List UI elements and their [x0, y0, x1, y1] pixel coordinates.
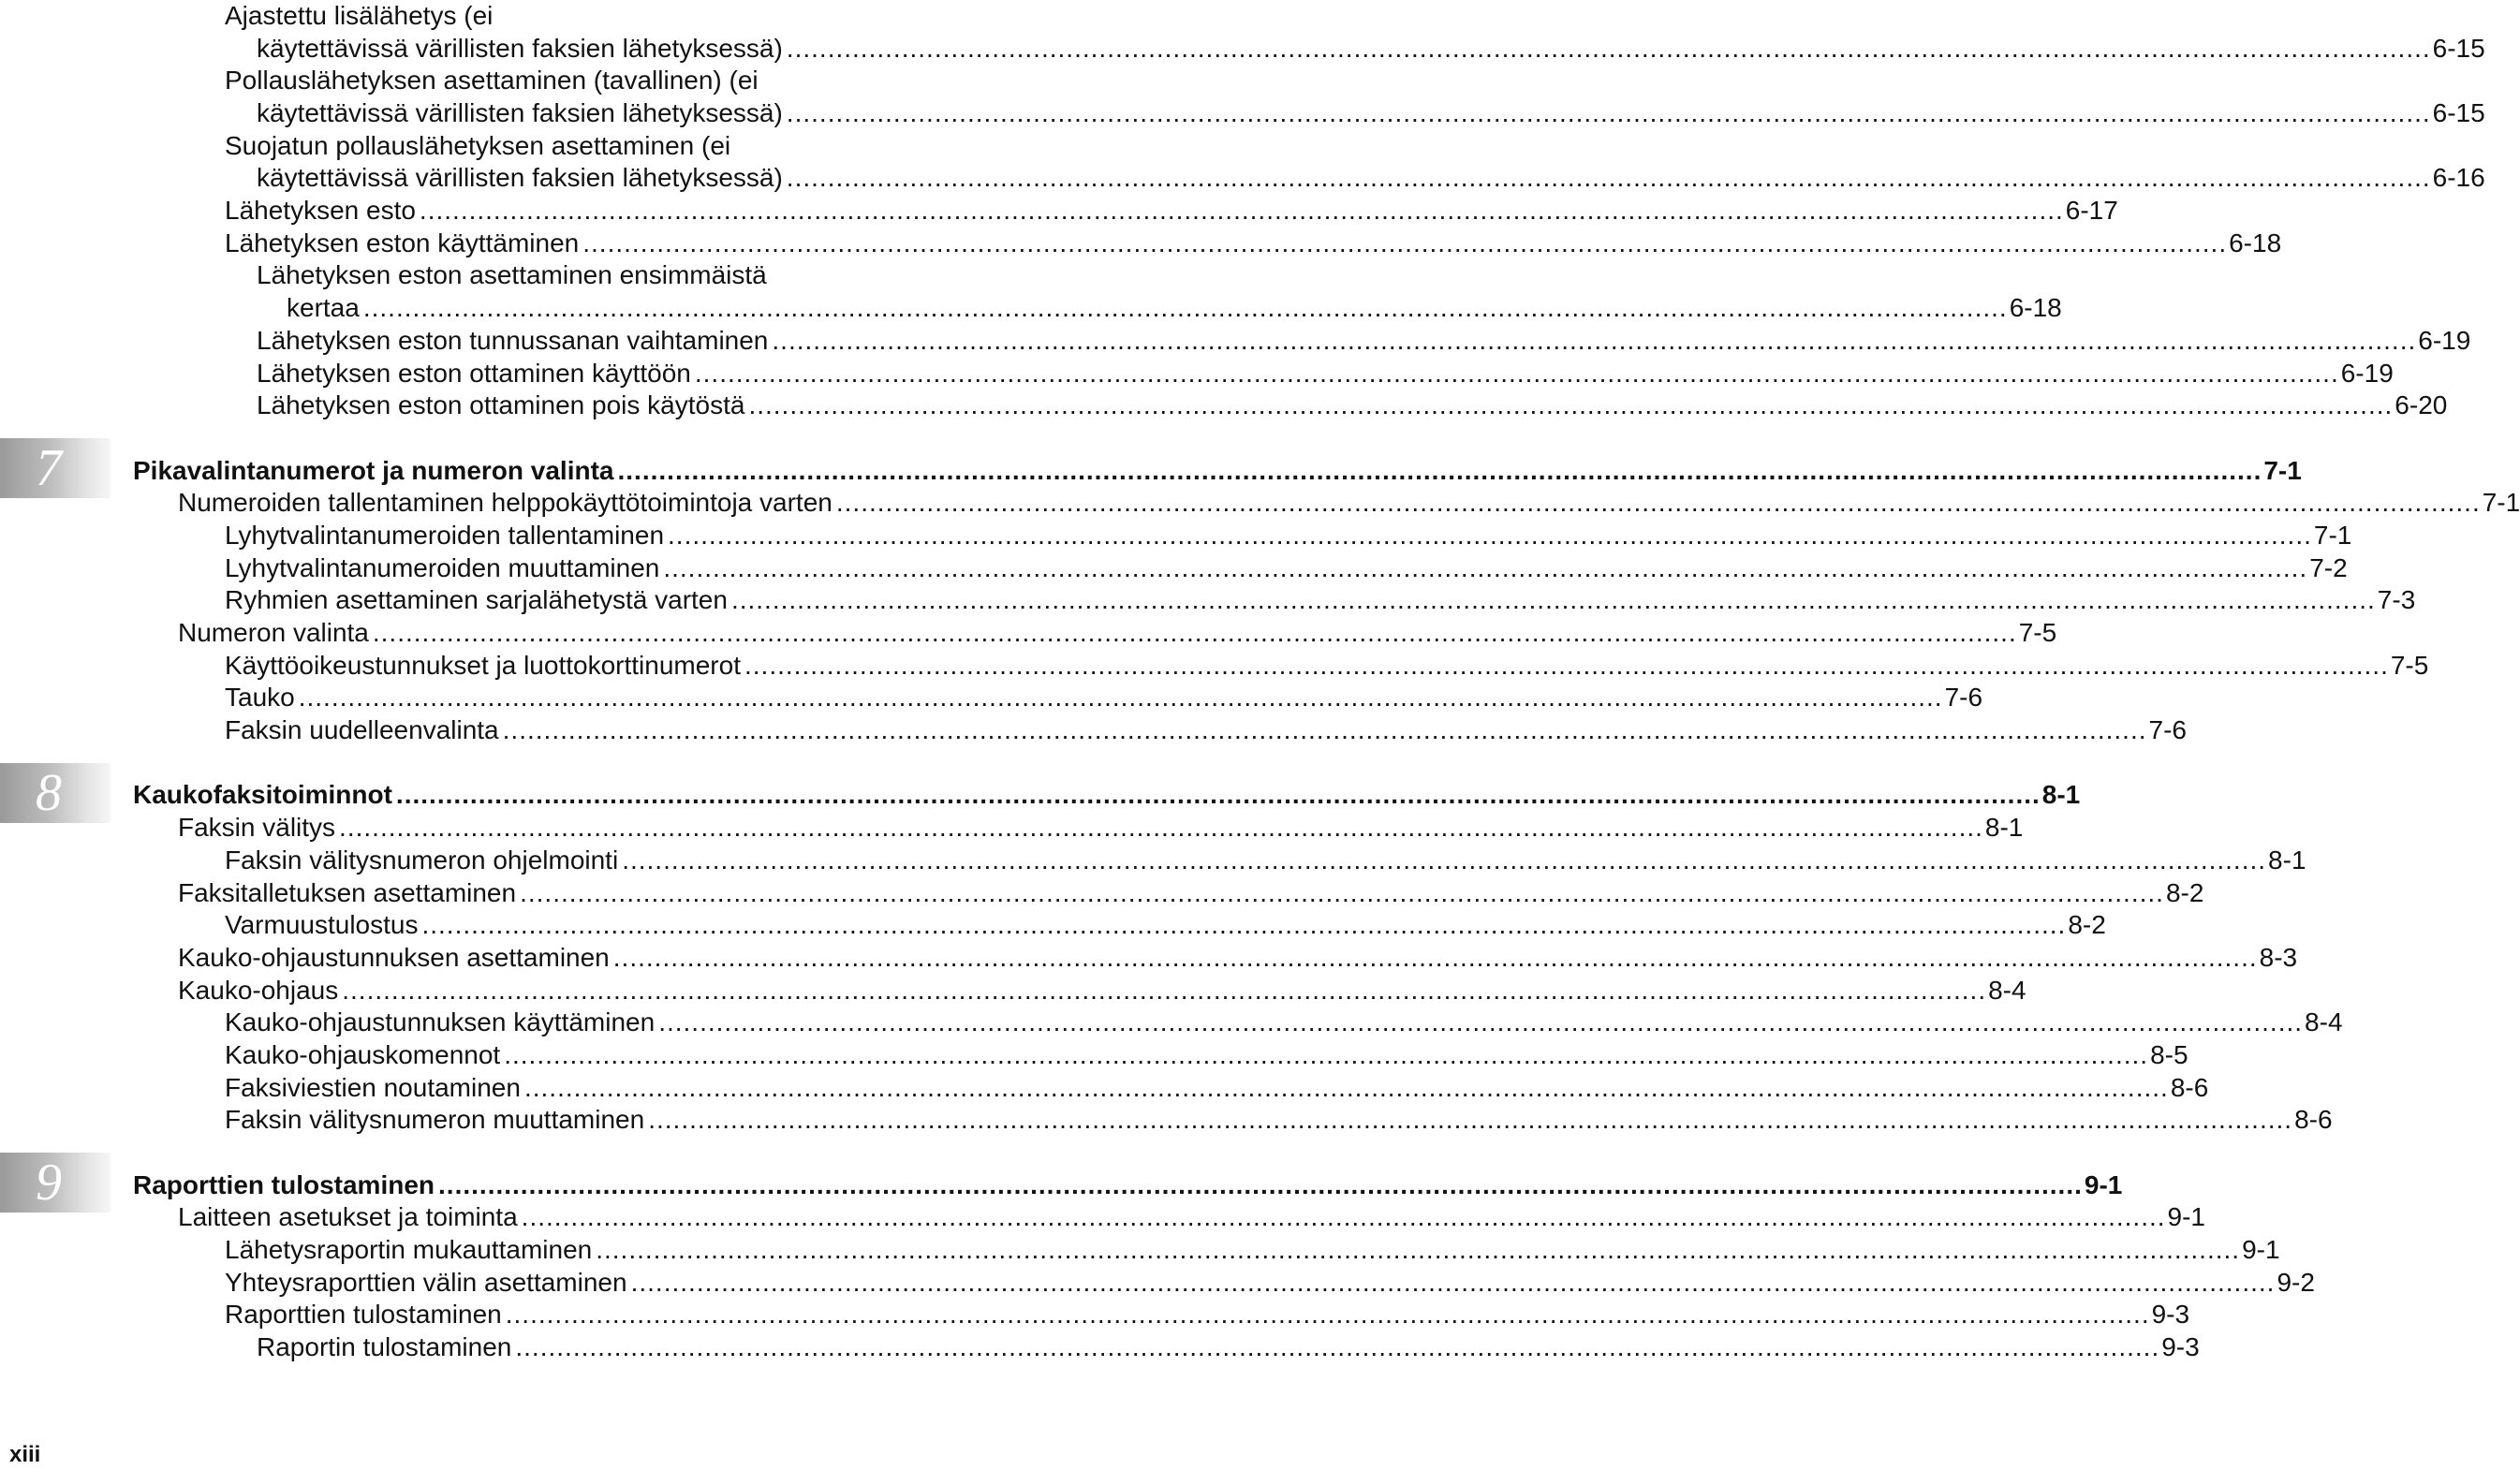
toc-page-ref: 6-19 — [2340, 358, 2394, 388]
dot-leader: ........................................................................................................................................................................................................ — [582, 228, 2228, 257]
dot-leader: ........................................................................................................................................................................................................ — [744, 650, 2389, 680]
toc-line — [0, 325, 2471, 358]
toc-entry — [0, 845, 2306, 877]
toc-entry-title: kertaa — [287, 293, 360, 323]
toc-entry-title: Lyhytvalintanumeroiden muuttaminen — [225, 552, 660, 582]
toc-entry-title: Lähetyksen eston käyttäminen — [225, 228, 580, 257]
dot-leader: ........................................................................................................................................................................................................ — [786, 98, 2431, 128]
toc-entry-title: Lyhytvalintanumeroiden tallentaminen — [225, 520, 665, 550]
toc-entry — [0, 1267, 2315, 1300]
dot-leader: ........................................................................................................................................................................................................ — [505, 1300, 2150, 1330]
toc-line — [0, 845, 2306, 877]
toc-line — [0, 714, 2187, 747]
dot-leader: ........................................................................................................................................................................................................ — [523, 1072, 2169, 1102]
toc-entry — [0, 552, 2348, 585]
toc-entry-title: Kauko-ohjaustunnuksen käyttäminen — [225, 1007, 656, 1037]
toc-entry-title: Numeron valinta — [178, 618, 369, 648]
toc-entry — [0, 0, 2485, 65]
toc-line — [0, 195, 2118, 228]
toc-entry — [0, 909, 2106, 942]
toc-line — [0, 1104, 2333, 1137]
toc-entry-title: Käyttöoikeustunnukset ja luottokorttinumerot — [225, 650, 741, 680]
dot-leader: ........................................................................................................................................................................................................ — [648, 1105, 2293, 1135]
toc-line — [0, 552, 2348, 585]
toc-entry-title: Pollauslähetyksen asettaminen (tavallinen) (ei — [225, 66, 759, 96]
toc-entry-title: Pikavalintanumerot ja numeron valinta — [133, 455, 614, 485]
toc-entry — [0, 195, 2118, 228]
toc-page-ref: 8-1 — [1984, 813, 2024, 843]
toc-entry — [0, 325, 2471, 358]
toc-page-ref: 9-3 — [2151, 1300, 2190, 1330]
toc-entry — [0, 260, 2062, 325]
toc-entry-title: Yhteysraporttien välin asettaminen — [225, 1267, 627, 1297]
dot-leader: ........................................................................................................................................................................................................ — [339, 813, 1983, 843]
toc-entry-title: Varmuustulostus — [225, 910, 419, 940]
toc-page-ref: 8-1 — [2268, 845, 2306, 875]
dot-leader: ........................................................................................................................................................................................................ — [630, 1267, 2276, 1297]
toc-entry — [0, 584, 2416, 617]
dot-leader: ........................................................................................................................................................................................................ — [298, 683, 1943, 713]
chapter-spacer — [0, 747, 899, 780]
toc-page-ref: 7-1 — [2313, 520, 2352, 550]
toc-line — [0, 33, 2485, 66]
toc-entry — [0, 1201, 2205, 1234]
toc-line — [0, 1331, 2200, 1364]
toc-entry — [0, 1234, 2280, 1267]
toc-entry-title: Kauko-ohjaustunnuksen asettaminen — [178, 942, 610, 972]
toc-line — [0, 1267, 2315, 1300]
page-number: xiii — [9, 1442, 41, 1467]
toc-entry-title: Ajastettu lisälähetys (ei — [225, 0, 494, 30]
toc-line — [0, 1300, 2190, 1332]
dot-leader: ........................................................................................................................................................................................................ — [421, 910, 2067, 940]
toc-page-ref: 9-3 — [2161, 1332, 2200, 1362]
toc-entry-title: Raportin tulostaminen — [257, 1332, 512, 1362]
toc-page-ref: 8-3 — [2259, 942, 2298, 972]
toc-page-ref: 8-5 — [2150, 1039, 2188, 1069]
dot-leader: ........................................................................................................................................................................................................ — [596, 1235, 2241, 1265]
toc-line — [0, 260, 897, 293]
dot-leader: ........................................................................................................................................................................................................ — [617, 455, 2262, 485]
toc-page-ref: 8-6 — [2170, 1072, 2209, 1102]
dot-leader: ........................................................................................................................................................................................................ — [419, 196, 2064, 226]
toc-entry-title: Lähetyksen esto — [225, 196, 416, 226]
toc-page-ref: 7-2 — [2309, 552, 2348, 582]
dot-leader: ........................................................................................................................................................................................................ — [730, 585, 2376, 615]
toc-page-ref: 8-4 — [2305, 1007, 2343, 1037]
toc-page-ref: 7-6 — [1944, 683, 1983, 713]
toc-page-ref: 8-6 — [2294, 1105, 2333, 1135]
toc-entry — [0, 130, 2485, 195]
toc-line — [0, 358, 2394, 390]
toc-entry — [0, 1104, 2333, 1137]
toc-line — [0, 650, 2429, 683]
toc-chapter — [0, 1153, 2123, 1212]
chapter-title-line — [0, 780, 2081, 813]
toc-entry-title: Kaukofaksitoiminnot — [133, 780, 392, 810]
toc-entry-title: Faksin välitys — [178, 813, 336, 843]
dot-leader: ........................................................................................................................................................................................................ — [504, 1039, 2149, 1069]
toc-line — [0, 228, 2282, 260]
dot-leader: ........................................................................................................................................................................................................ — [502, 715, 2147, 745]
toc-entry — [0, 1331, 2200, 1364]
toc-chapter — [0, 763, 2081, 822]
toc-entry-title: Raporttien tulostaminen — [133, 1169, 435, 1199]
toc-line — [0, 617, 2057, 650]
toc-page-ref: 6-17 — [2065, 196, 2118, 226]
toc-page-ref: 7-6 — [2148, 715, 2187, 745]
chapter-number: 8 — [36, 763, 62, 822]
toc-line — [0, 97, 2485, 130]
chapter-number: 7 — [36, 438, 62, 497]
dot-leader: ........................................................................................................................................................................................................ — [622, 845, 2267, 875]
dot-leader: ........................................................................................................................................................................................................ — [835, 488, 2481, 518]
chapter-title-line — [0, 1169, 2123, 1202]
chapter-title-line — [0, 455, 2302, 488]
toc-entry — [0, 877, 2204, 910]
toc-entry — [0, 1007, 2343, 1039]
toc-entry-title: Faksin uudelleenvalinta — [225, 715, 499, 745]
dot-leader: ........................................................................................................................................................................................................ — [663, 552, 2308, 582]
dot-leader: ........................................................................................................................................................................................................ — [515, 1332, 2160, 1362]
toc-entry-title: käytettävissä värillisten faksien lähetyksessä) — [257, 33, 783, 63]
toc-entry-title: käytettävissä värillisten faksien lähetyksessä) — [257, 163, 783, 193]
toc-entry — [0, 358, 2394, 390]
toc-page-ref: 6-20 — [2395, 390, 2448, 420]
toc-page-ref: 6-16 — [2432, 163, 2485, 193]
toc-entry-title: Suojatun pollauslähetyksen asettaminen (ei — [225, 130, 731, 160]
dot-leader: ........................................................................................................................................................................................................ — [694, 358, 2339, 388]
toc-page-ref: 8-2 — [2068, 910, 2106, 940]
toc-line — [0, 1234, 2280, 1267]
toc-page-ref: 7-3 — [2377, 585, 2416, 615]
toc-entry-title: Lähetyksen eston tunnussanan vaihtaminen — [257, 325, 769, 355]
toc-entry-title: Lähetyksen eston asettaminen ensimmäistä — [257, 260, 767, 290]
toc-entry-title: Faksin välitysnumeron muuttaminen — [225, 1105, 645, 1135]
toc-page-ref: 8-4 — [1988, 975, 2026, 1005]
toc-chapter — [0, 438, 2302, 497]
toc-page-ref: 6-18 — [2229, 228, 2282, 257]
toc-page-ref: 7-5 — [2390, 650, 2429, 680]
toc-line — [0, 1039, 2188, 1072]
toc-line — [0, 975, 2026, 1007]
toc-entry-title: Lähetyksen eston ottaminen pois käytöstä — [257, 390, 745, 420]
chapter-number: 9 — [36, 1153, 62, 1212]
toc-line — [0, 0, 897, 33]
toc-page-ref: 6-15 — [2432, 98, 2485, 128]
toc-entry — [0, 65, 2485, 129]
toc-line — [0, 1072, 2209, 1105]
toc-entry — [0, 682, 1983, 714]
chapter-spacer — [0, 422, 899, 455]
toc-line — [0, 162, 2485, 195]
toc-page-ref: 6-19 — [2418, 325, 2471, 355]
toc-entry-title: Numeroiden tallentaminen helppokäyttötoimintoja varten — [178, 488, 833, 518]
toc-page-ref: 9-1 — [2084, 1169, 2123, 1199]
dot-leader: ........................................................................................................................................................................................................ — [786, 163, 2431, 193]
toc-page-ref: 9-2 — [2277, 1267, 2315, 1297]
toc-page-ref: 7-1 — [2263, 455, 2302, 485]
toc-entry — [0, 1300, 2190, 1332]
toc-line — [0, 877, 2204, 910]
toc-line — [0, 487, 2520, 520]
toc-entry — [0, 228, 2282, 260]
dot-leader: ........................................................................................................................................................................................................ — [362, 293, 2008, 323]
toc-entry-title: Faksiviestien noutaminen — [225, 1072, 521, 1102]
toc-line — [0, 909, 2106, 942]
dot-leader: ........................................................................................................................................................................................................ — [372, 618, 2017, 648]
toc-page-ref: 9-1 — [2167, 1202, 2205, 1232]
toc-entry — [0, 812, 2024, 845]
toc-entry — [0, 520, 2352, 552]
dot-leader: ........................................................................................................................................................................................................ — [342, 975, 1987, 1005]
toc-entry-title: Laitteen asetukset ja toiminta — [178, 1202, 518, 1232]
toc-entry-title: Ryhmien asettaminen sarjalähetystä varten — [225, 585, 728, 615]
toc-entry-title: käytettävissä värillisten faksien lähetyksessä) — [257, 98, 783, 128]
toc-entry-title: Kauko-ohjauskomennot — [225, 1039, 501, 1069]
toc-entry-title: Lähetyksen eston ottaminen käyttöön — [257, 358, 691, 388]
dot-leader: ........................................................................................................................................................................................................ — [786, 33, 2431, 63]
toc-line — [0, 130, 897, 163]
dot-leader: ........................................................................................................................................................................................................ — [612, 942, 2258, 972]
toc-entry — [0, 487, 2520, 520]
toc-entry — [0, 390, 2448, 422]
toc-entry-title: Raporttien tulostaminen — [225, 1300, 502, 1330]
toc-line — [0, 1007, 2343, 1039]
toc-entry-title: Faksin välitysnumeron ohjelmointi — [225, 845, 619, 875]
toc-entry — [0, 617, 2057, 650]
toc-page-ref: 6-18 — [2009, 293, 2062, 323]
toc-entry-title: Lähetysraportin mukauttaminen — [225, 1235, 593, 1265]
toc-entry-title: Kauko-ohjaus — [178, 975, 339, 1005]
toc-entry-title: Tauko — [225, 683, 295, 713]
toc-line — [0, 682, 1983, 714]
toc-entry-title: Faksitalletuksen asettaminen — [178, 877, 517, 907]
toc-page-ref: 8-2 — [2165, 877, 2204, 907]
toc-line — [0, 812, 2024, 845]
dot-leader: ........................................................................................................................................................................................................ — [521, 1202, 2166, 1232]
toc-page-ref: 7-5 — [2018, 618, 2057, 648]
dot-leader: ........................................................................................................................................................................................................ — [772, 325, 2417, 355]
toc-line — [0, 520, 2352, 552]
toc-page-ref: 6-15 — [2432, 33, 2485, 63]
dot-leader: ........................................................................................................................................................................................................ — [658, 1007, 2304, 1037]
toc-line — [0, 942, 2298, 975]
toc-line — [0, 1201, 2205, 1234]
toc-entry — [0, 1072, 2209, 1105]
toc-line — [0, 584, 2416, 617]
toc-entry — [0, 650, 2429, 683]
dot-leader: ........................................................................................................................................................................................................ — [668, 520, 2312, 550]
dot-leader: ........................................................................................................................................................................................................ — [395, 780, 2041, 810]
chapter-spacer — [0, 1137, 899, 1169]
toc-entry — [0, 1039, 2188, 1072]
toc-line — [0, 292, 2062, 325]
toc-page-ref: 7-1 — [2482, 488, 2520, 518]
dot-leader: ........................................................................................................................................................................................................ — [520, 877, 2164, 907]
dot-leader: ........................................................................................................................................................................................................ — [748, 390, 2394, 420]
dot-leader: ........................................................................................................................................................................................................ — [438, 1169, 2083, 1199]
toc-entry — [0, 714, 2187, 747]
toc-page-ref: 9-1 — [2242, 1235, 2280, 1265]
toc-entry — [0, 975, 2026, 1007]
toc-entry — [0, 942, 2298, 975]
toc-line — [0, 65, 897, 97]
toc-line — [0, 390, 2448, 422]
toc-page-ref: 8-1 — [2041, 780, 2081, 810]
